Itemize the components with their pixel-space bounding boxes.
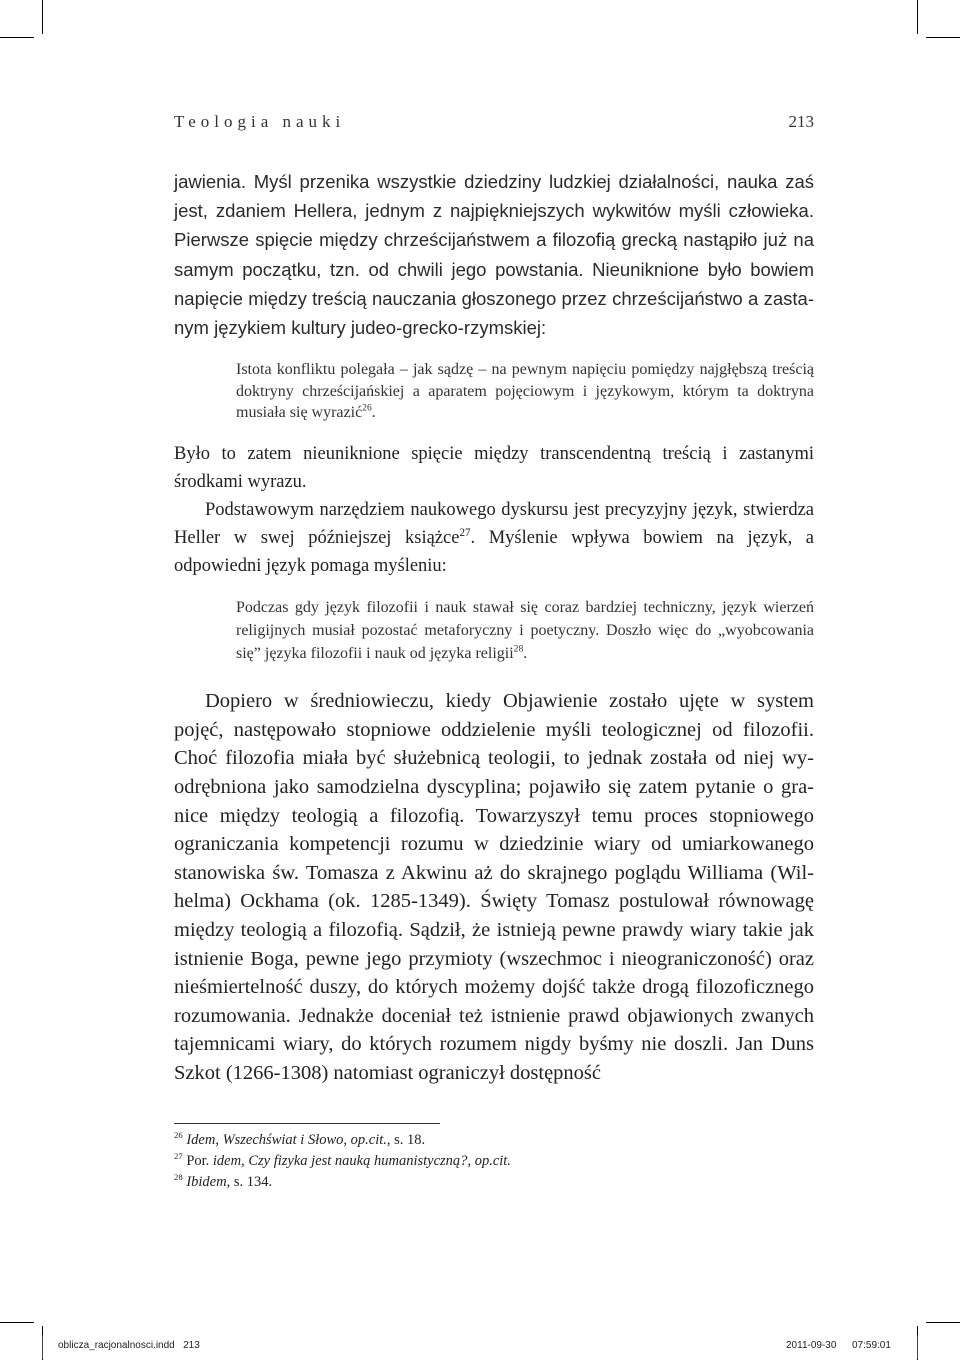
running-title: Teologia nauki — [174, 112, 346, 131]
page-header — [174, 112, 814, 138]
slug-divider — [42, 1335, 43, 1359]
paragraph-1: jawienia. Myśl przenika wszystkie dziedziny ludzkiej działalności, nauka zaś jest, zdaniem Hellera, jednym z najpiękniejszych wykwitów myśli człowieka. Pierwsze spięcie między chrześcijaństwem a filozofią grecką nastąpiło już na samym początku, tzn. od chwili jego powstania. Nieuniknione było bowiem napięcie między treścią nauczania głoszonego przez chrześcijaństwo a zastanym językiem kultury judeo-grecko-rzymskiej: — [174, 171, 814, 339]
quote-text: Podczas gdy język filozofii i nauk stawał się coraz bardziej techniczny, język wierzeń religijnych musiał pozostać metaforyczny i poetyczny. Doszło więc do „wyobcowania się” języka filozofii i nauk od języka religii — [236, 599, 814, 662]
page-number: 213 — [788, 112, 814, 131]
footnote-divider — [174, 1123, 440, 1124]
main-text — [174, 167, 814, 1088]
footnote-26: $^{26}$ Idem, Wszechświat i Słowo, op.cit., s. 18. — [174, 1130, 426, 1148]
block-quote-1: Istota konfliktu polegała – jak sądzę – na pewnym napięciu pomiędzy najgłębszą treścią doktryny chrześcijańskiej a aparatem pojęciowym i językowym, którym ta doktryna musiała się wyrazić$^{26}$. — [236, 361, 814, 422]
crop-mark — [926, 1322, 960, 1323]
slug-time: 07:59:01 — [852, 1340, 891, 1351]
footnote-ref-28[interactable]: 28 — [513, 643, 524, 655]
footnote-27: $^{27}$ Por. idem, Czy fizyka jest nauką humanistyczną?, op.cit. — [174, 1151, 511, 1169]
crop-mark — [42, 0, 43, 34]
slug-divider — [917, 1335, 918, 1359]
paragraph-3: Podstawowym narzędziem naukowego dyskursu jest precyzyjny język, stwierdza Heller w swej późniejszej książce$^{27}$. Myślenie wpływa bowiem na język, a odpowiedni język pomaga myśleniu: — [174, 500, 814, 577]
paragraph-4: Dopiero w średniowieczu, kiedy Objawienie zostało ujęte w system pojęć, następowało stopniowe oddzielenie myśli teologicznej od filozofii. Choć filozofia miała być służebnicą teologii, to jednak została od niej wyodrębniona jako samodzielna dyscyplina; pojawiło się zatem pytanie o granice między teologią a filozofią. Towarzyszył temu proces stopniowego ograniczania kompetencji rozumu w dziedzinie wiary od umiarkowanego stanowiska św. Tomasza z Akwinu aż do skrajnego poglądu Williama (Wilhelma) Ockhama (ok. 1285-1349). Święty Tomasz postulował równowagę między teologią a filozofią. Sądził, że istnieją pewne prawdy wiary takie jak istnienie Boga, pewne jego przymioty (wszechmoc i nieograniczoność) oraz nieśmiertelność duszy, do których możemy dojść także drogą filozoficznego rozumowania. Jednakże doceniał też istnienie prawd objawionych zwanych tajemnicami wiary, do których rozumem nigdy byśmy nie doszli. Jan Duns Szkot (1266-1308) natomiast ograniczył dostępność — [174, 690, 814, 1084]
crop-mark — [917, 0, 918, 34]
slug-filename: oblicza_racjonalnosci.indd 213 — [58, 1340, 200, 1351]
footnote-28: $^{28}$ Ibidem, s. 134. — [174, 1172, 273, 1190]
quote-text: Istota konfliktu polegała – jak sądzę – na pewnym napięciu pomiędzy najgłębszą treścią doktryny chrześcijańskiej a aparatem pojęciowym i językowym, którym ta doktryna musiała się wyrazić — [236, 361, 814, 422]
footnotes — [174, 1130, 814, 1193]
slug-date: 2011-09-30 — [786, 1340, 837, 1351]
footnote-ref-27[interactable]: 27 — [459, 527, 471, 540]
block-quote-2: Podczas gdy język filozofii i nauk stawał się coraz bardziej techniczny, język wierzeń religijnych musiał pozostać metaforyczny i poetyczny. Doszło więc do „wyobcowania się” języka filozofii i nauk od języka religii$^{28}$. — [236, 599, 814, 662]
crop-mark — [0, 37, 34, 38]
footnote-ref-26[interactable]: 26 — [362, 402, 372, 414]
paragraph-2: Było to zatem nieuniknione spięcie między transcendentną treścią i zastanymi środkami wyrazu. — [174, 444, 814, 493]
print-slug — [0, 1335, 960, 1359]
crop-mark — [926, 37, 960, 38]
crop-mark — [0, 1322, 34, 1323]
